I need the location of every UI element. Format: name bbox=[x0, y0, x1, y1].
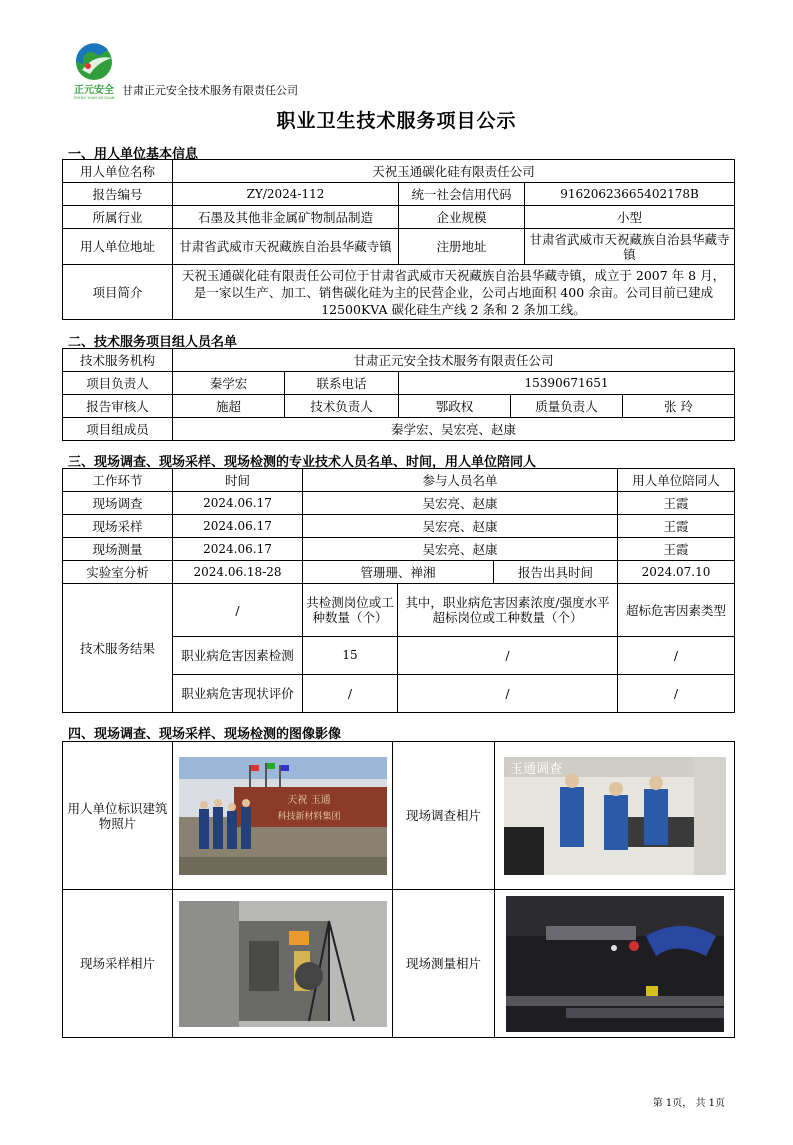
overlay-text: 玉通调查 bbox=[509, 761, 562, 777]
col-escort: 用人单位陪同人 bbox=[618, 469, 735, 492]
photo4-label: 现场测量相片 bbox=[393, 890, 495, 1038]
escort-cell: 王霞 bbox=[618, 538, 735, 561]
section1-heading: 一、用人单位基本信息 bbox=[68, 147, 199, 162]
page-number: 第 1页， 共 1页 bbox=[652, 1098, 725, 1109]
photo1-cell bbox=[173, 742, 393, 890]
intro-value: 天祝玉通碳化硅有限责任公司位于甘肃省武威市天祝藏族自治县华藏寺镇，成立于 2007 年 8 月，是一家以生产、加工、销售碳化硅为主的民营企业，公司占地面积 400 余亩。公司目前已建成 12500KVA 碳化硅生产线 2 条和 2 条加工线。 bbox=[173, 265, 735, 320]
table-row bbox=[63, 538, 735, 561]
time-cell: 2024.06.17 bbox=[173, 492, 303, 515]
measurement-photo bbox=[506, 896, 724, 1032]
result-h1: 共检测岗位或工种数量（个） bbox=[303, 584, 398, 637]
r1-over: / bbox=[398, 637, 618, 675]
time-cell: 2024.06.17 bbox=[173, 515, 303, 538]
result-h3: 超标危害因素类型 bbox=[618, 584, 735, 637]
r1-count: 15 bbox=[303, 637, 398, 675]
table-row bbox=[63, 492, 735, 515]
members-label: 项目组成员 bbox=[63, 418, 173, 441]
investigation-photo bbox=[504, 757, 726, 875]
time-cell: 2024.06.17 bbox=[173, 538, 303, 561]
r1-label: 职业病危害因素检测 bbox=[173, 637, 303, 675]
col-time: 时间 bbox=[173, 469, 303, 492]
stage-cell: 现场测量 bbox=[63, 538, 173, 561]
result-slash: / bbox=[173, 584, 303, 637]
scale-label: 企业规模 bbox=[399, 206, 525, 229]
building-photo bbox=[179, 757, 387, 875]
photo-table bbox=[62, 741, 735, 1038]
sign-text-2: 科技新材料集团 bbox=[276, 811, 341, 822]
col-staff: 参与人员名单 bbox=[303, 469, 618, 492]
company-logo bbox=[68, 40, 120, 100]
lab-time: 2024.06.18-28 bbox=[173, 561, 303, 584]
r1-type: / bbox=[618, 637, 735, 675]
members-value: 秦学宏、吴宏亮、赵康 bbox=[173, 418, 735, 441]
page-title: 职业卫生技术服务项目公示 bbox=[276, 110, 517, 132]
employer-label: 用人单位名称 bbox=[63, 160, 173, 183]
photo4-cell bbox=[495, 890, 735, 1038]
section4-heading: 四、现场调查、现场采样、现场检测的图像影像 bbox=[68, 727, 342, 742]
r2-type: / bbox=[618, 675, 735, 713]
logo-text: 正元安全 bbox=[74, 85, 114, 96]
photo2-cell bbox=[495, 742, 735, 890]
issue-date: 2024.07.10 bbox=[618, 561, 735, 584]
address-value: 甘肃省武威市天祝藏族自治县华藏寺镇 bbox=[173, 229, 399, 265]
leader-label: 项目负责人 bbox=[63, 372, 173, 395]
credit-code-value: 91620623665402178B bbox=[525, 183, 735, 206]
company-header: 甘肃正元安全技术服务有限责任公司 bbox=[122, 84, 298, 97]
stage-cell: 现场调查 bbox=[63, 492, 173, 515]
escort-cell: 王霞 bbox=[618, 515, 735, 538]
r2-label: 职业病危害现状评价 bbox=[173, 675, 303, 713]
escort-cell: 王霞 bbox=[618, 492, 735, 515]
industry-label: 所属行业 bbox=[63, 206, 173, 229]
staff-cell: 吴宏亮、赵康 bbox=[303, 538, 618, 561]
r2-count: / bbox=[303, 675, 398, 713]
table-row bbox=[63, 515, 735, 538]
phone-label: 联系电话 bbox=[285, 372, 399, 395]
credit-code-label: 统一社会信用代码 bbox=[399, 183, 525, 206]
tech-lead-label: 技术负责人 bbox=[285, 395, 399, 418]
photo3-label: 现场采样相片 bbox=[63, 890, 173, 1038]
intro-label: 项目简介 bbox=[63, 265, 173, 320]
result-label: 技术服务结果 bbox=[63, 584, 173, 713]
report-no-label: 报告编号 bbox=[63, 183, 173, 206]
employer-info-table bbox=[62, 159, 735, 320]
reg-address-value: 甘肃省武威市天祝藏族自治县华藏寺镇 bbox=[525, 229, 735, 265]
fieldwork-table bbox=[62, 468, 735, 713]
tech-lead-value: 鄂政权 bbox=[399, 395, 511, 418]
sampling-photo bbox=[179, 901, 387, 1027]
address-label: 用人单位地址 bbox=[63, 229, 173, 265]
lab-label: 实验室分析 bbox=[63, 561, 173, 584]
reg-address-label: 注册地址 bbox=[399, 229, 525, 265]
col-stage: 工作环节 bbox=[63, 469, 173, 492]
org-label: 技术服务机构 bbox=[63, 349, 173, 372]
reviewer-label: 报告审核人 bbox=[63, 395, 173, 418]
photo3-cell bbox=[173, 890, 393, 1038]
employer-value: 天祝玉通碳化硅有限责任公司 bbox=[173, 160, 735, 183]
logo-subtext: ZHENG YUAN AN QUAN bbox=[73, 96, 115, 100]
industry-value: 石墨及其他非金属矿物制品制造 bbox=[173, 206, 399, 229]
quality-label: 质量负责人 bbox=[511, 395, 623, 418]
section2-heading: 二、技术服务项目组人员名单 bbox=[68, 335, 238, 350]
result-h2: 其中，职业病危害因素浓度/强度水平超标岗位或工种数量（个） bbox=[398, 584, 618, 637]
staff-cell: 吴宏亮、赵康 bbox=[303, 515, 618, 538]
photo1-label: 用人单位标识建筑物照片 bbox=[63, 742, 173, 890]
scale-value: 小型 bbox=[525, 206, 735, 229]
leader-value: 秦学宏 bbox=[173, 372, 285, 395]
reviewer-value: 施超 bbox=[173, 395, 285, 418]
photo2-label: 现场调查相片 bbox=[393, 742, 495, 890]
lab-staff: 管珊珊、禅湘 bbox=[303, 561, 494, 584]
phone-value: 15390671651 bbox=[399, 372, 735, 395]
quality-value: 张 玲 bbox=[623, 395, 735, 418]
staff-cell: 吴宏亮、赵康 bbox=[303, 492, 618, 515]
issue-label: 报告出具时间 bbox=[494, 561, 618, 584]
org-value: 甘肃正元安全技术服务有限责任公司 bbox=[173, 349, 735, 372]
r2-over: / bbox=[398, 675, 618, 713]
section3-heading: 三、现场调查、现场采样、现场检测的专业技术人员名单、时间，用人单位陪同人 bbox=[68, 455, 537, 470]
team-table bbox=[62, 348, 735, 441]
stage-cell: 现场采样 bbox=[63, 515, 173, 538]
sign-text-1: 天祝 玉通 bbox=[286, 794, 331, 806]
report-no-value: ZY/2024-112 bbox=[173, 183, 399, 206]
